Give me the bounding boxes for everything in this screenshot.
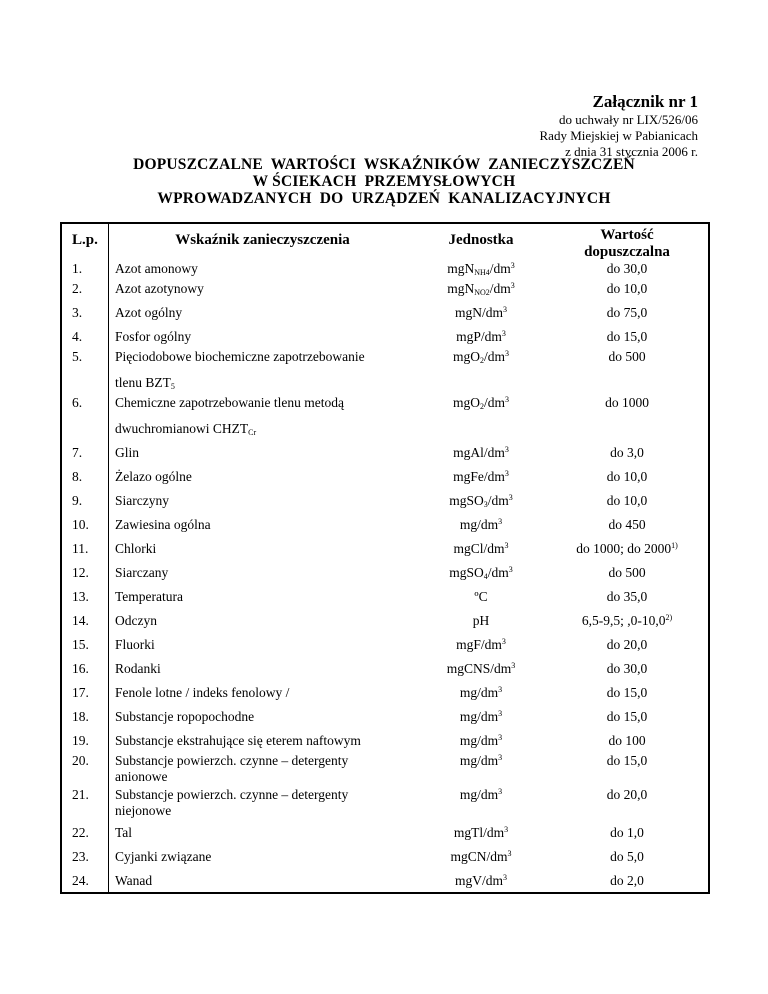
unit: mgCN/$dm^3$ (450, 849, 512, 864)
annex-title: Załącznik nr 1 (592, 92, 698, 111)
indicator-name: Pięciodobowe biochemiczne zapotrzebowanie tlenu $BZT_5$ (115, 349, 365, 391)
table-row (61, 489, 709, 513)
unit: $mgN_{NO2}/dm^3$ (447, 281, 515, 297)
table-row (61, 821, 709, 845)
indicator-name: Glin (115, 445, 140, 460)
unit: mgAl/$dm^3$ (453, 445, 509, 460)
unit: $mgO_2/dm^3$ (452, 395, 509, 411)
indicator-name: Chlorki (115, 541, 157, 556)
indicator-name: Temperatura (115, 589, 184, 604)
row-number: 20. (61, 753, 109, 787)
document-title-line: W ŚCIEKACH PRZEMYSŁOWYCH (252, 173, 516, 190)
permissible-value: do 500 (608, 565, 646, 580)
row-number: 11. (61, 537, 109, 561)
annex-resolution: do uchwały nr LIX/526/06 (558, 112, 698, 127)
indicator-name: Rodanki (115, 661, 161, 676)
permissible-value: do 15,0 (606, 753, 648, 768)
indicator-name: Azot azotynowy (115, 281, 204, 296)
table-row (61, 657, 709, 681)
table-row (61, 633, 709, 657)
table-row (61, 537, 709, 561)
row-number: 12. (61, 561, 109, 585)
row-number: 6. (61, 395, 109, 441)
permissible-value: do 1000 (605, 395, 649, 410)
header-unit: Jednostka (448, 232, 514, 248)
unit: ºC (474, 589, 488, 604)
table-row (61, 441, 709, 465)
permissible-value: do 3,0 (610, 445, 644, 460)
table-row (61, 325, 709, 349)
table-row (61, 753, 709, 787)
row-number: 4. (61, 325, 109, 349)
unit: mgN/$dm^3$ (454, 305, 507, 320)
permissible-value: do 1,0 (610, 825, 644, 840)
permissible-value: do 20,0 (606, 787, 648, 802)
unit: $mgN_{NH4}/dm^3$ (447, 261, 515, 277)
document-title-line: WPROWADZANYCH DO URZĄDZEŃ KANALIZACYJNYCH (157, 190, 611, 207)
unit: mgP/$dm^3$ (456, 329, 506, 344)
indicator-name: Substancje powierzch. czynne – detergenty anionowe (115, 753, 349, 784)
row-number: 9. (61, 489, 109, 513)
header-value (546, 223, 709, 261)
indicator-name: Siarczany (115, 565, 169, 580)
header-value-line2: dopuszczalna (584, 244, 670, 260)
table-row (61, 609, 709, 633)
table-row (61, 845, 709, 869)
indicator-name: Substancje ropopochodne (115, 709, 255, 724)
table-row (61, 585, 709, 609)
header-indicator: Wskaźnik zanieczyszczenia (175, 232, 350, 248)
unit: mgV/$dm^3$ (454, 872, 507, 888)
unit: $mg/dm^3$ (459, 517, 503, 532)
table-row (61, 729, 709, 753)
indicator-name: Chemiczne zapotrzebowanie tlenu metodą dwuchromianowi $CHZT_{Cr}$ (115, 395, 345, 437)
annex-date: z dnia 31 stycznia 2006 r. (565, 144, 698, 159)
unit: $mgO_2/dm^3$ (452, 349, 509, 365)
permissible-value: do 10,0 (606, 469, 648, 484)
header-value-line1: Wartość (600, 227, 654, 243)
table-row (61, 705, 709, 729)
table-row (61, 349, 709, 395)
permissible-value: 6,5-9,5; ,0-10,0$^{2)}$ (581, 613, 673, 628)
permissible-value: do 10,0 (606, 493, 648, 508)
pollutant-limits-table (60, 222, 710, 894)
table-row (61, 561, 709, 585)
table-header-row (61, 223, 709, 261)
row-number: 2. (61, 277, 109, 301)
permissible-value: do 30,0 (606, 261, 648, 276)
table-row (61, 261, 709, 277)
row-number: 1. (61, 261, 109, 277)
permissible-value: do 15,0 (606, 685, 648, 700)
permissible-value: do 100 (608, 733, 646, 748)
permissible-value: do 75,0 (606, 305, 648, 320)
unit: $mg/dm^3$ (459, 733, 503, 748)
row-number: 18. (61, 705, 109, 729)
unit: $mg/dm^3$ (459, 709, 503, 724)
table-row (61, 395, 709, 441)
table-row (61, 465, 709, 489)
indicator-name: Siarczyny (115, 493, 169, 508)
row-number: 16. (61, 657, 109, 681)
indicator-name: Azot amonowy (115, 261, 198, 276)
indicator-name: Substancje ekstrahujące się eterem naftowym (115, 733, 361, 748)
row-number: 21. (61, 787, 109, 821)
permissible-value: do 500 (608, 349, 646, 364)
indicator-name: Fosfor ogólny (115, 329, 192, 344)
unit: mgCl/$dm^3$ (453, 541, 509, 556)
row-number: 22. (61, 821, 109, 845)
indicator-name: Substancje powierzch. czynne – detergenty niejonowe (115, 787, 349, 818)
row-number: 23. (61, 845, 109, 869)
document-title-line: DOPUSZCZALNE WARTOŚCI WSKAŹNIKÓW ZANIECZYSZCZEŃ (133, 156, 635, 173)
table-row (61, 681, 709, 705)
annex-council: Rady Miejskiej w Pabianicach (539, 128, 698, 143)
unit: $mgSO_3/dm^3$ (449, 493, 513, 509)
indicator-name: Odczyn (115, 613, 157, 628)
row-number: 13. (61, 585, 109, 609)
indicator-name: Cyjanki związane (115, 849, 212, 864)
indicator-name: Tal (115, 825, 133, 840)
table-row (61, 277, 709, 301)
unit: $mg/dm^3$ (459, 753, 503, 768)
row-number: 19. (61, 729, 109, 753)
indicator-name: Azot ogólny (115, 305, 183, 320)
unit: $mg/dm^3$ (459, 787, 503, 802)
row-number: 8. (61, 465, 109, 489)
table-row (61, 513, 709, 537)
permissible-value: do 15,0 (606, 329, 648, 344)
row-number: 7. (61, 441, 109, 465)
annex-header (540, 92, 699, 160)
row-number: 10. (61, 513, 109, 537)
permissible-value: do 35,0 (606, 589, 648, 604)
permissible-value: do 1000; do 2000$^{1)}$ (576, 541, 678, 556)
permissible-value: do 20,0 (606, 637, 648, 652)
unit: $mg/dm^3$ (459, 685, 503, 700)
row-number: 24. (61, 869, 109, 893)
table-row (61, 869, 709, 893)
table-row (61, 787, 709, 821)
permissible-value: do 30,0 (606, 661, 648, 676)
document-title (0, 156, 768, 207)
row-number: 17. (61, 681, 109, 705)
table-row (61, 301, 709, 325)
permissible-value: do 5,0 (610, 849, 644, 864)
row-number: 5. (61, 349, 109, 395)
row-number: 3. (61, 301, 109, 325)
indicator-name: Zawiesina ogólna (115, 517, 211, 532)
row-number: 15. (61, 633, 109, 657)
row-number: 14. (61, 609, 109, 633)
unit: pH (472, 613, 490, 628)
unit: mgTl/$dm^3$ (453, 825, 509, 840)
indicator-name: Wanad (115, 872, 153, 888)
permissible-value: do 2,0 (610, 872, 644, 888)
permissible-value: do 15,0 (606, 709, 648, 724)
unit: mgCNS/$dm^3$ (446, 661, 516, 676)
permissible-value: do 450 (608, 517, 646, 532)
unit: mgFe/$dm^3$ (453, 469, 509, 484)
indicator-name: Żelazo ogólne (115, 469, 192, 484)
indicator-name: Fenole lotne / indeks fenolowy / (115, 685, 290, 700)
permissible-value: do 10,0 (606, 281, 648, 296)
unit: $mgSO_4/dm^3$ (449, 565, 513, 581)
indicator-name: Fluorki (115, 637, 155, 652)
unit: mgF/$dm^3$ (456, 637, 506, 652)
header-lp: L.p. (61, 223, 109, 261)
